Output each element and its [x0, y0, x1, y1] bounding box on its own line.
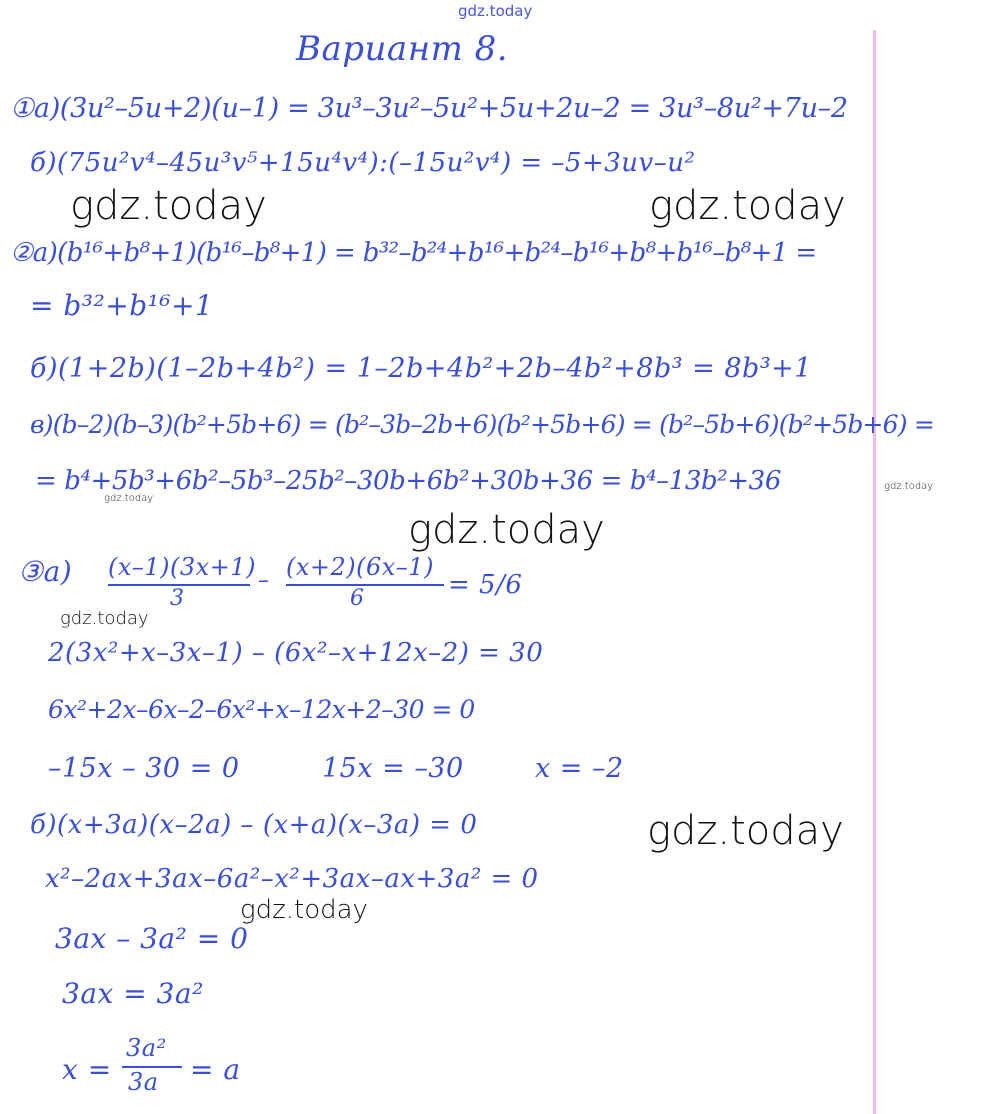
task3-a-rhs: = 5/6 — [448, 570, 523, 600]
task3-a-step2: 2(3x²+x–3x–1) – (6x²–x+12x–2) = 30 — [48, 638, 544, 668]
watermark-large-4: gdz.today — [647, 808, 844, 854]
task3-a-minus: – — [258, 568, 270, 593]
task1-a: ①а)(3u²–5u+2)(u–1) = 3u³–3u²–5u²+5u+2u–2 = 3u³–8u²+7u–2 — [10, 93, 848, 124]
task2-a-line1: ②а)(b¹⁶+b⁸+1)(b¹⁶–b⁸+1) = b³²–b²⁴+b¹⁶+b²⁴–b¹⁶+b⁸+b¹⁶–b⁸+1 = — [10, 238, 817, 268]
task3-b-final-rhs: = a — [190, 1053, 241, 1086]
task3-a-fraction-bar-2 — [286, 584, 444, 586]
page-title: Вариант 8. — [296, 29, 509, 69]
task3-a-step3: 6x²+2x–6x–2–6x²+x–12x+2–30 = 0 — [48, 695, 475, 724]
task3-b-final-numerator: 3a² — [126, 1034, 167, 1062]
task3-a-answer: x = –2 — [535, 753, 624, 784]
watermark-large-1: gdz.today — [70, 183, 267, 229]
watermark-top: gdz.today — [458, 2, 533, 20]
watermark-medium-1: gdz.today — [60, 608, 149, 629]
task3-a-step4: –15x – 30 = 0 — [48, 753, 240, 784]
task2-v-line2: = b⁴+5b³+6b²–5b³–25b²–30b+6b²+30b+36 = b⁴–13b²+36 — [35, 466, 781, 496]
watermark-medium-2: gdz.today — [240, 895, 368, 925]
task3-a-denominator-1: 3 — [170, 586, 185, 611]
task2-b: б)(1+2b)(1–2b+4b²) = 1–2b+4b²+2b–4b²+8b³ = 8b³+1 — [30, 353, 812, 384]
watermark-small-1: gdz.today — [104, 493, 154, 504]
task3-b-final-lhs: x = — [62, 1053, 112, 1086]
watermark-small-2: gdz.today — [884, 481, 934, 492]
task3-b-line3: 3ax – 3a² = 0 — [55, 922, 249, 955]
task1-b: б)(75u²v⁴–45u³v⁵+15u⁴v⁴):(–15u²v⁴) = –5+3uv–u² — [30, 148, 696, 178]
watermark-large-3: gdz.today — [408, 507, 605, 553]
task2-a-line2: = b³²+b¹⁶+1 — [30, 289, 214, 322]
task3-b-line4: 3ax = 3a² — [62, 977, 204, 1010]
task3-a-numerator-1: (x–1)(3x+1) — [108, 553, 256, 581]
margin-line — [873, 30, 876, 1114]
watermark-large-2: gdz.today — [649, 183, 846, 229]
task3-b-line2: x²–2ax+3ax–6a²–x²+3ax–ax+3a² = 0 — [45, 864, 539, 894]
task3-a-numerator-2: (x+2)(6x–1) — [286, 553, 434, 581]
task3-a-denominator-2: 6 — [350, 586, 365, 611]
task3-a-label: ③а) — [18, 555, 73, 588]
task3-a-step5: 15x = –30 — [322, 753, 464, 784]
task2-v-line1: в)(b–2)(b–3)(b²+5b+6) = (b²–3b–2b+6)(b²+5b+6) = (b²–5b+6)(b²+5b+6) = — [30, 410, 935, 439]
task3-b-line1: б)(x+3a)(x–2a) – (x+a)(x–3a) = 0 — [30, 810, 478, 840]
task3-b-final-denominator: 3a — [128, 1068, 159, 1096]
